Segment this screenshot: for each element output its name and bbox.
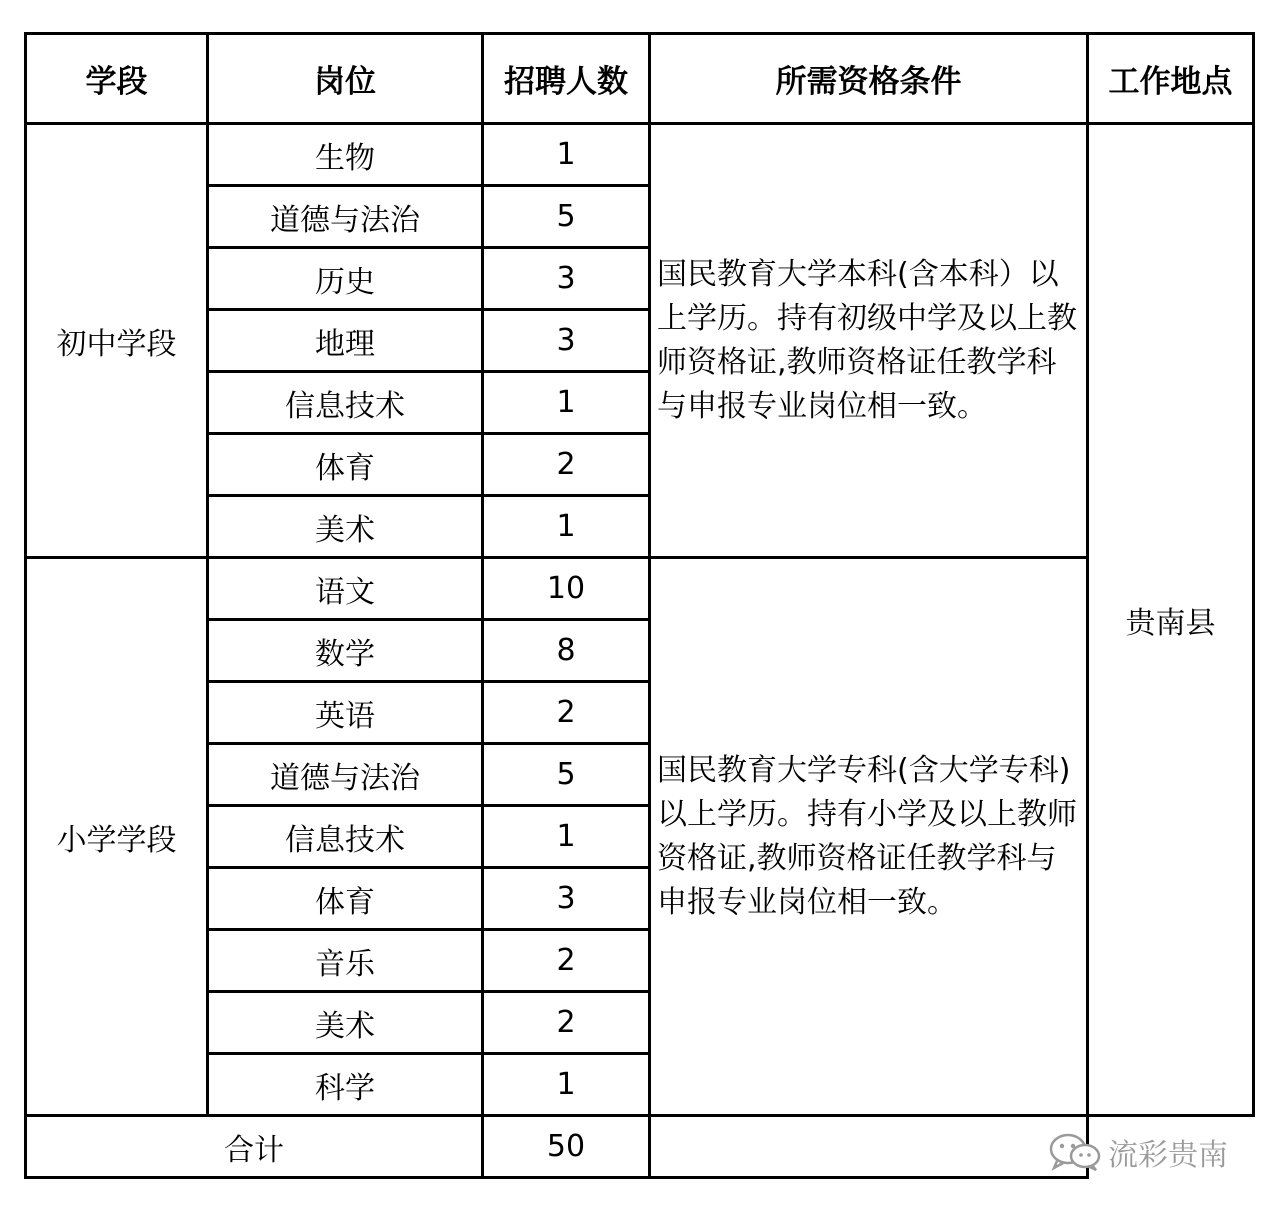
position-cell: 信息技术	[208, 806, 483, 868]
count-cell: 2	[483, 992, 650, 1054]
table-row	[26, 558, 1254, 620]
count-cell: 8	[483, 620, 650, 682]
total-count: 50	[483, 1116, 650, 1178]
position-cell: 语文	[208, 558, 483, 620]
count-cell: 5	[483, 744, 650, 806]
count-cell: 2	[483, 682, 650, 744]
wechat-icon	[1048, 1132, 1102, 1172]
position-cell: 信息技术	[208, 372, 483, 434]
stage-junior: 初中学段	[26, 124, 208, 558]
position-cell: 生物	[208, 124, 483, 186]
header-count: 招聘人数	[483, 34, 650, 124]
position-cell: 美术	[208, 992, 483, 1054]
count-cell: 1	[483, 806, 650, 868]
position-cell: 道德与法治	[208, 744, 483, 806]
count-cell: 1	[483, 1054, 650, 1116]
position-cell: 体育	[208, 868, 483, 930]
header-row	[26, 34, 1254, 124]
header-location: 工作地点	[1088, 34, 1254, 124]
count-cell: 3	[483, 310, 650, 372]
position-cell: 地理	[208, 310, 483, 372]
position-cell: 道德与法治	[208, 186, 483, 248]
qualification-primary: 国民教育大学专科(含大学专科)以上学历。持有小学及以上教师资格证,教师资格证任教学科与申报专业岗位相一致。	[650, 558, 1088, 1116]
count-cell: 5	[483, 186, 650, 248]
position-cell: 英语	[208, 682, 483, 744]
count-cell: 1	[483, 372, 650, 434]
count-cell: 1	[483, 124, 650, 186]
count-cell: 10	[483, 558, 650, 620]
header-stage: 学段	[26, 34, 208, 124]
header-qualification: 所需资格条件	[650, 34, 1088, 124]
position-cell: 历史	[208, 248, 483, 310]
table-row	[26, 124, 1254, 186]
position-cell: 科学	[208, 1054, 483, 1116]
position-cell: 体育	[208, 434, 483, 496]
header-position: 岗位	[208, 34, 483, 124]
count-cell: 1	[483, 496, 650, 558]
qualification-junior: 国民教育大学本科(含本科）以上学历。持有初级中学及以上教师资格证,教师资格证任教学科与申报专业岗位相一致。	[650, 124, 1088, 558]
position-cell: 美术	[208, 496, 483, 558]
count-cell: 3	[483, 248, 650, 310]
position-cell: 音乐	[208, 930, 483, 992]
count-cell: 2	[483, 434, 650, 496]
position-cell: 数学	[208, 620, 483, 682]
count-cell: 2	[483, 930, 650, 992]
watermark-text: 流彩贵南	[1108, 1138, 1228, 1173]
count-cell: 3	[483, 868, 650, 930]
location-cell: 贵南县	[1088, 124, 1254, 1116]
stage-primary: 小学学段	[26, 558, 208, 1116]
total-label: 合计	[26, 1116, 483, 1178]
watermark	[1048, 1130, 1228, 1174]
recruitment-table	[24, 32, 1255, 1179]
total-blank-cell	[650, 1116, 1088, 1178]
